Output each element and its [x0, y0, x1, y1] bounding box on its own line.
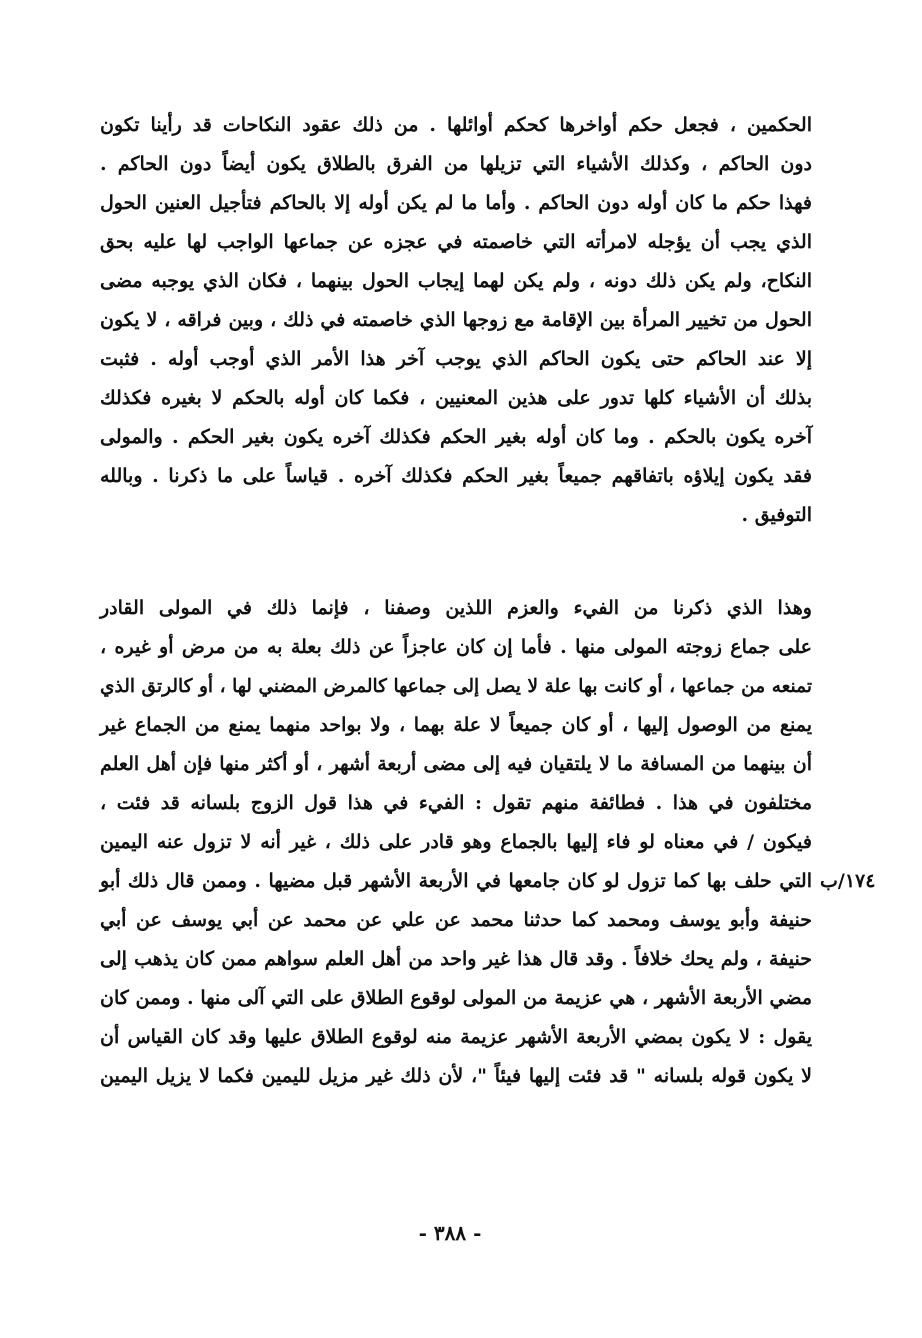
text-line: التوفيق .	[741, 504, 812, 526]
text-line: على جماع زوجته المولى منها . فأما إن كان عاجزاً عن ذلك بعلة به من مرض أو غيره ،	[100, 636, 812, 658]
text-line: إلا عند الحاكم حتى يكون الحاكم الذي يوجب آخر هذا الأمر الذي أوجب أوله . فثبت	[100, 348, 812, 370]
text-line: فهذا حكم ما كان أوله دون الحاكم . وأما ما لم يكن أوله إلا بالحاكم فتأجيل العنين الحول	[100, 192, 812, 214]
paragraph-2	[100, 589, 812, 1096]
text-line: الذي يجب أن يؤجله لامرأته التي خاصمته في عجزه عن جماعها الواجب لها عليه بحق	[100, 231, 812, 253]
text-line: حنيفة وأبو يوسف ومحمد كما حدثنا محمد عن علي عن محمد عن أبي يوسف عن أبي	[100, 909, 812, 931]
text-line: فيكون / في معناه لو فاء إليها بالجماع وهو قادر على ذلك ، غير أنه لا تزول عنه اليمين	[100, 831, 812, 853]
text-line: الحكمين ، فجعل حكم أواخرها كحكم أوائلها . من ذلك عقود النكاحات قد رأينا تكون	[100, 114, 812, 136]
text-line: دون الحاكم ، وكذلك الأشياء التي تزيلها من الفرق بالطلاق يكون أيضاً دون الحاكم .	[100, 153, 812, 175]
text-line: يمنع من الوصول إليها ، أو كان جميعاً لا علة بهما ، ولا بواحد منهما يمنع من الجماع غير	[100, 714, 812, 736]
text-line: الحول من تخيير المرأة بين الإقامة مع زوجها الذي خاصمته في ذلك ، وبين فراقه ، لا يكون	[100, 309, 812, 331]
paragraph-1	[100, 106, 812, 535]
text-line: مضي الأربعة الأشهر ، هي عزيمة من المولى لوقوع الطلاق على التي آلى منها . وممن كان	[100, 987, 812, 1009]
text-line: تمنعه من جماعها ، أو كانت بها علة لا يصل إلى جماعها كالمرض المضني لها ، أو كالرتق الذي	[100, 676, 812, 697]
text-line: لا يكون قوله بلسانه " قد فئت إليها فيئاً "، لأن ذلك غير مزيل لليمين فكما لا يزيل اليمين	[100, 1065, 812, 1087]
text-line: آخره يكون بالحكم . وما كان أوله بغير الحكم فكذلك آخره يكون بغير الحكم . والمولى	[100, 426, 812, 448]
text-line: وهذا الذي ذكرنا من الفيء والعزم اللذين وصفنا ، فإنما ذلك في المولى القادر	[100, 597, 812, 619]
text-line: بذلك أن الأشياء كلها تدور على هذين المعنيين ، فكما كان أوله بالحكم لا بغيره فكذلك	[100, 387, 812, 409]
text-line: مختلفون في هذا . فطائفة منهم تقول : الفيء في هذا قول الزوج بلسانه قد فئت ،	[100, 792, 812, 814]
text-line: النكاح، ولم يكن ذلك دونه ، ولم يكن لهما إيجاب الحول بينهما ، فكان الذي يوجبه مضى	[100, 270, 812, 292]
text-line: التي حلف بها كما تزول لو كان جامعها في الأربعة الأشهر قبل مضيها . وممن قال ذلك أبو	[100, 870, 812, 892]
text-line: حنيفة ، ولم يحك خلافاً . وقد قال هذا غير واحد من أهل العلم سواهم ممن كان يذهب إلى	[100, 948, 812, 970]
text-line: فقد يكون إيلاؤه باتفاقهم جميعاً بغير الحكم فكذلك آخره . قياساً على ما ذكرنا . وبالله	[100, 465, 812, 487]
page-number: - ٣٨٨ -	[418, 1221, 482, 1245]
text-line: يقول : لا يكون بمضي الأربعة الأشهر عزيمة منه لوقوع الطلاق عليها وقد كان القياس أن	[100, 1026, 812, 1048]
text-line: أن بينهما من المسافة ما لا يلتقيان فيه إلى مضى أربعة أشهر ، أو أكثر منها فإن أهل العلم	[100, 753, 812, 775]
folio-margin-note: ١٧٤/ب	[820, 870, 876, 892]
